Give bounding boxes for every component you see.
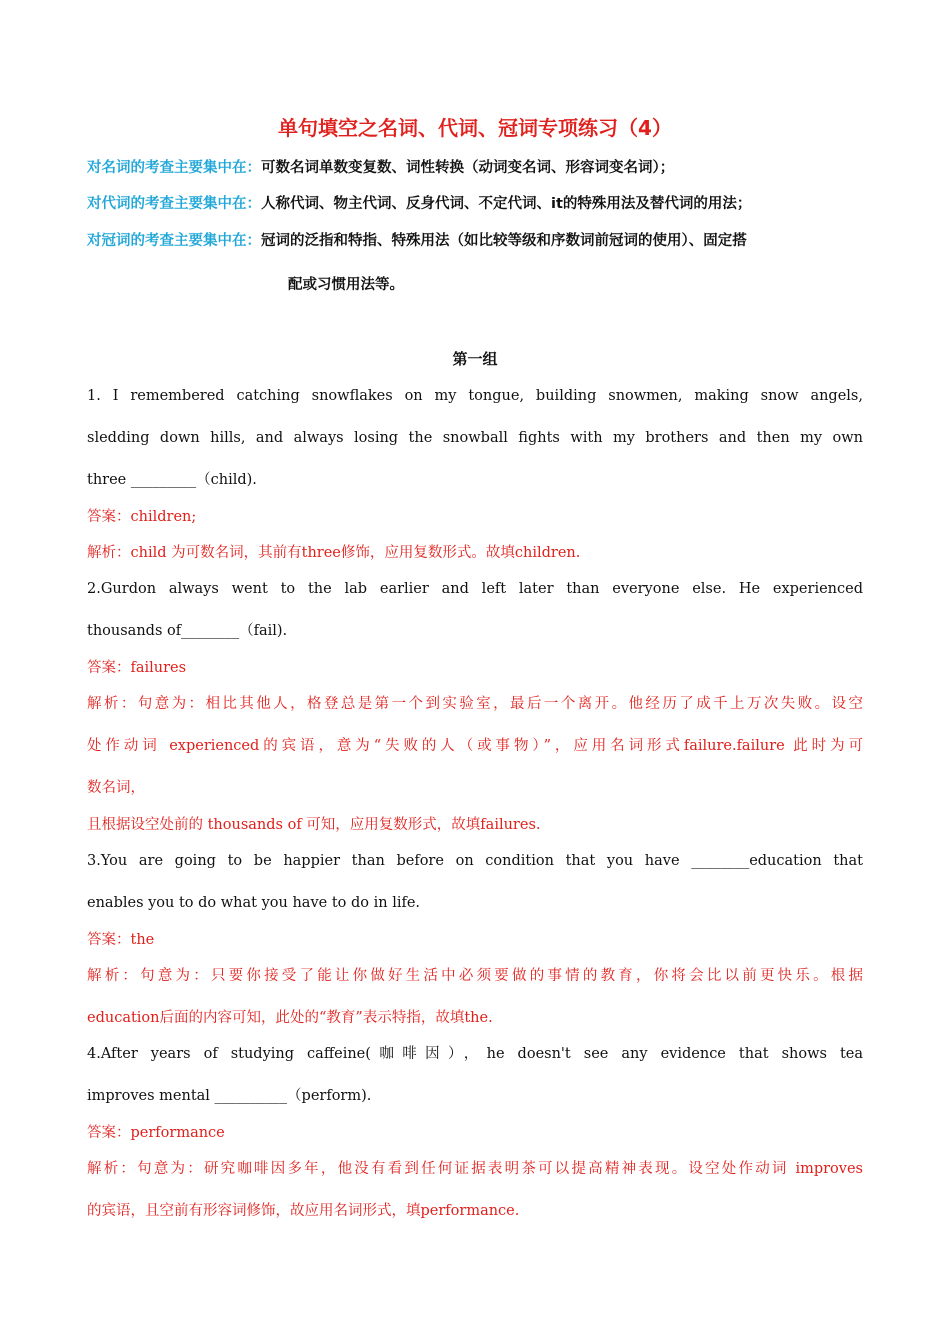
intro-text: 人称代词、物主代词、反身代词、不定代词、it的特殊用法及替代词的用法； (261, 196, 752, 212)
question-line: thousands of________（fail). (87, 623, 288, 639)
intro-article (87, 231, 877, 251)
explanation-line: 解析：句意为：只要你接受了能让你做好生活中必须要做的事情的教育，你将会比以前更快乐。根据 (87, 968, 863, 984)
explanation-line: 处作动词 experienced的宾语，意为“失败的人（或事物）”，应用名词形式failure.failure 此时为可 (87, 738, 863, 754)
intro-label: 对冠词的考查主要集中在： (87, 233, 261, 249)
answer-line: 答案：the (87, 932, 155, 948)
question-line: enables you to do what you have to do in life. (87, 895, 421, 911)
intro-pronoun (87, 194, 877, 214)
intro-text: 冠词的泛指和特指、特殊用法（如比较等级和序数词前冠词的使用）、固定搭 (261, 233, 747, 249)
question-line: three _________（child). (87, 472, 257, 488)
question-line: 4.After years of studying caffeine(咖啡因），he doesn't see any evidence that shows tea (87, 1046, 863, 1062)
explanation-line: 解析：句意为：研究咖啡因多年，他没有看到任何证据表明茶可以提高精神表现。设空处作动词 improves (87, 1161, 863, 1177)
question-line: sledding down hills, and always losing the snowball fights with my brothers and then my own (87, 430, 863, 446)
answer-line: 答案：children; (87, 509, 197, 525)
explanation-line: 数名词， (87, 780, 145, 796)
question-line: 1. I remembered catching snowflakes on my tongue, building snowmen, making snow angels, (87, 388, 863, 404)
intro-noun (87, 158, 877, 178)
group-title: 第一组 (452, 350, 498, 368)
question-line: improves mental __________（perform). (87, 1088, 372, 1104)
intro-continuation: 配或习惯用法等。 (288, 277, 404, 293)
explanation-line: education后面的内容可知，此处的“教育”表示特指，故填the. (87, 1010, 493, 1026)
explanation-line: 解析：句意为：相比其他人，格登总是第一个到实验室，最后一个离开。他经历了成千上万次失败。设空 (87, 696, 863, 712)
intro-text: 可数名词单数变复数、词性转换（动词变名词、形容词变名词）； (261, 160, 675, 176)
question-line: 2.Gurdon always went to the lab earlier and left later than everyone else. He experienced (87, 581, 863, 597)
intro-label: 对代词的考查主要集中在： (87, 196, 261, 212)
page-title: 单句填空之名词、代词、冠词专项练习（4） (278, 116, 672, 140)
answer-line: 答案：performance (87, 1125, 225, 1141)
explanation-line: 的宾语，且空前有形容词修饰，故应用名词形式，填performance. (87, 1203, 520, 1219)
answer-line: 答案：failures (87, 660, 187, 676)
question-line: 3.You are going to be happier than before on condition that you have ________education that (87, 853, 863, 869)
explanation-line: 且根据设空处前的 thousands of 可知，应用复数形式，故填failures. (87, 817, 541, 833)
intro-label: 对名词的考查主要集中在： (87, 160, 261, 176)
explanation-line: 解析：child 为可数名词，其前有three修饰，应用复数形式。故填children. (87, 545, 581, 561)
